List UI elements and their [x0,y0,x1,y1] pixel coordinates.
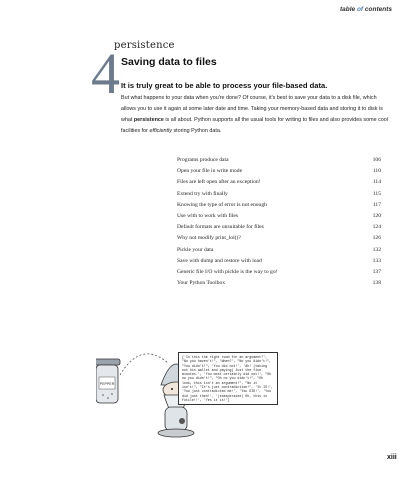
chapter-word: persistence [114,40,175,51]
toc-entry-page: 138 [372,280,381,287]
toc-entry-page: 126 [372,235,381,242]
toc-entry-page: 137 [372,268,381,275]
intro-italic: efficiently [149,128,172,134]
running-header [340,6,392,13]
toc-entry-title: Programs produce data [177,157,229,163]
toc-entry-title: Open your file in write mode [177,168,243,175]
toc-entry[interactable] [177,278,381,289]
toc-entry[interactable] [177,233,381,244]
speech-bubble: ['Is this the right room for an argument?', "No you haven't!", 'When?', "No you didn't!", "You didn't!", 'You did not!', 'Ah! (taking out his wallet and paying) Just the five minutes.', 'You most certainly did not!', "Oh no you didn't!", "Oh no you didn't!", "Oh look, this isn't an argument!", "No it isn't!", "It's just contradiction!", 'It IS!', 'You just contradicted me!', 'You DID!', 'You did just then!', '(exasperated) Oh, this is futile!!', 'Yes it is!'] [178,352,278,405]
chapter-title: Saving data to files [121,56,217,68]
toc-entry-page: 110 [372,168,381,175]
toc-entry[interactable] [177,177,381,188]
toc-entry-title: Files are left open after an exception! [177,179,261,186]
intro-text-2: is all about. Python supports all the usual tools for writing to files and also provides some cool facilities for [121,117,388,134]
intro-text-1: But what happens to your data when you're done? Of course, it's best to save your data to a disk file, which allows you to use it again at some later date and time. Taking your memory-based data and storing it to disk is what [121,95,383,123]
toc-entry[interactable] [177,256,381,267]
toc-entry[interactable] [177,267,381,278]
toc-entry[interactable] [177,245,381,256]
toc-entry-page: 117 [372,201,381,208]
toc-entry-page: 120 [372,212,381,219]
toc-entry-title: Generic file I/O with pickle is the way to go! [177,268,278,275]
toc-entry-title: Knowing the type of error is not enough [177,201,267,208]
toc-entry-title: Save with dump and restore with load [177,257,262,264]
header-word-table: table [339,6,356,13]
toc-entry[interactable] [177,166,381,177]
toc-entry-page: 132 [372,246,381,253]
toc-entry[interactable] [177,155,381,166]
toc-entry-page: 124 [372,224,381,231]
toc-entry-title: Your Python Toolbox [177,280,226,287]
intro-text-3: storing Python data. [171,128,222,134]
data-path [120,354,168,375]
toc-entry[interactable] [177,200,381,211]
toc-entry-page: 106 [372,157,381,163]
chapter-lead: It is truly great to be able to process your file-based data. [121,81,328,90]
jar-label: PEPPER [99,382,115,386]
toc-entry-page: 133 [372,257,381,264]
toc-entry-page: 114 [372,179,381,186]
toc-entry-title: Why not modify print_lol()? [177,235,241,242]
intro-bold: persistence [133,117,164,123]
toc-entry[interactable] [177,211,381,222]
chapter-intro [121,93,391,137]
chapter-number: 4 [91,41,120,106]
header-word-contents: contents [364,6,392,13]
header-word-of: of [356,6,364,13]
toc-entry-title: Default formats are unsuitable for files [177,224,264,231]
pepper-jar [96,359,120,403]
toc-entry-title: Pickle your data [177,246,214,253]
toc-entry[interactable] [177,222,381,233]
toc-entry-title: Use with to work with files [177,212,239,219]
toc-list [177,155,381,289]
toc-entry-page: 115 [372,190,381,197]
page-number: xiii [387,454,397,461]
toc-entry[interactable] [177,189,381,200]
toc-entry-title: Extend try with finally [177,190,228,197]
